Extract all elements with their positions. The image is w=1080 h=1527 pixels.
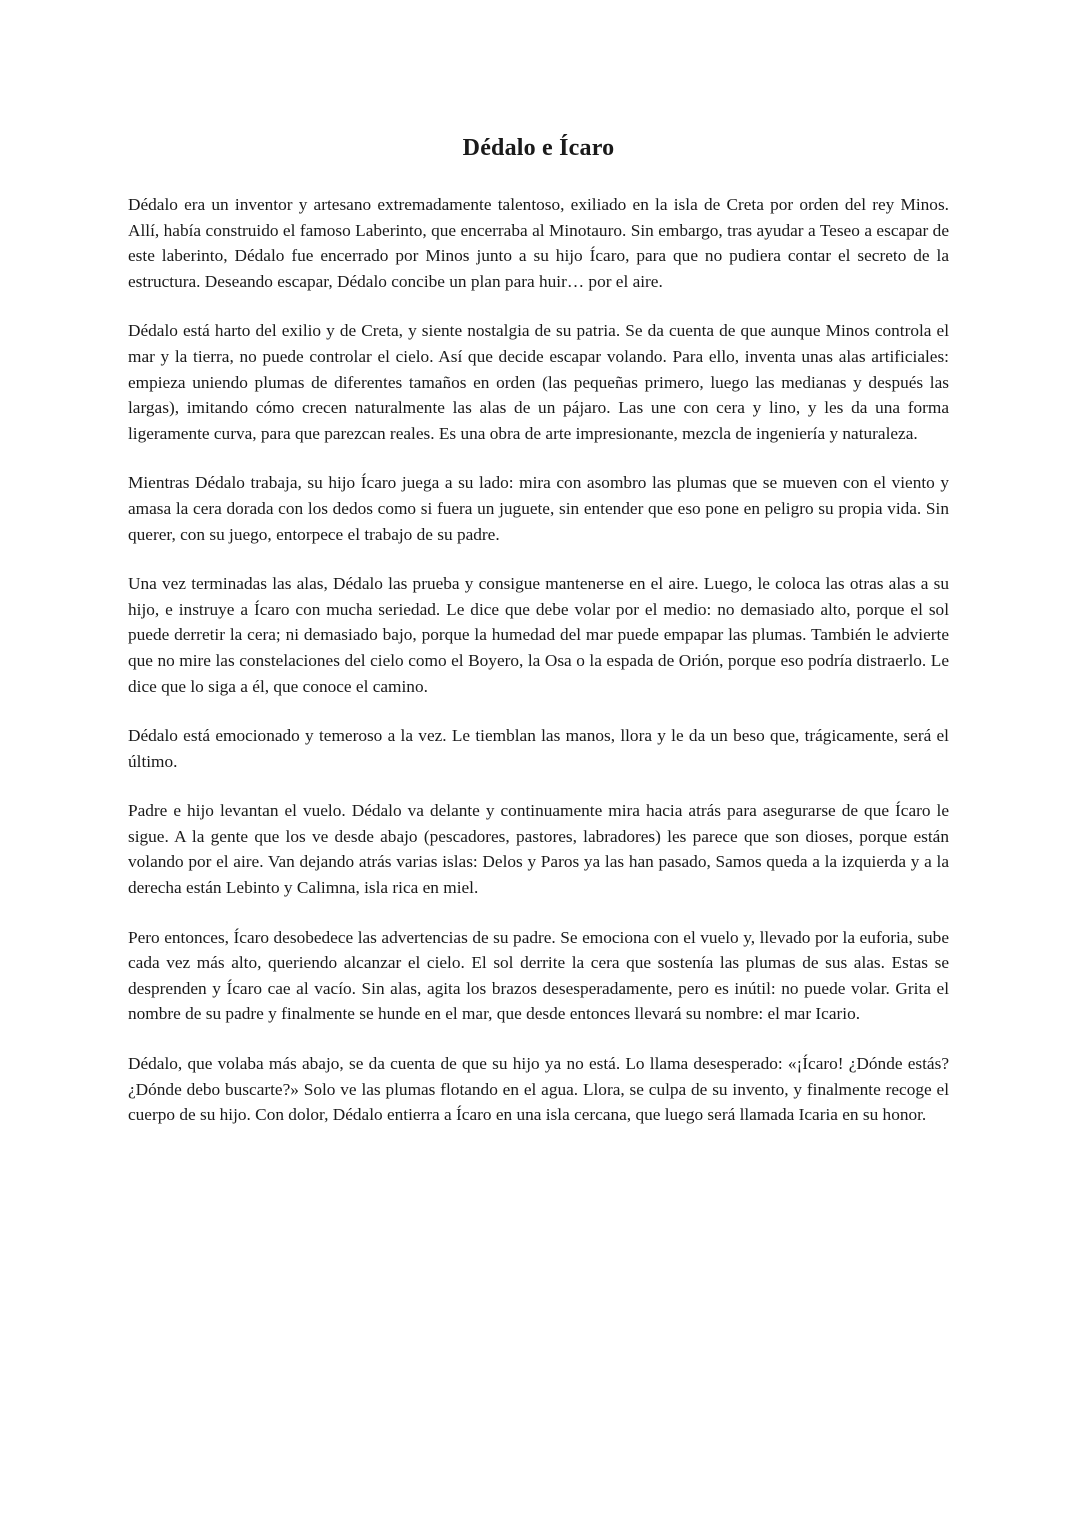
paragraph-5: Dédalo está emocionado y temeroso a la vez. Le tiemblan las manos, llora y le da un beso que, trágicamente, será el último. — [128, 726, 949, 771]
paragraph-1: Dédalo era un inventor y artesano extremadamente talentoso, exiliado en la isla de Creta por orden del rey Minos. Allí, había construido el famoso Laberinto, que encerraba al Minotauro. Sin embargo, tras ayudar a Teseo a escapar de este laberinto, Dédalo fue encerrado por Minos junto a su hijo Ícaro, para que no pudiera contar el secreto de la estructura. Deseando escapar, Dédalo concibe un plan para huir… por el aire. — [128, 195, 949, 291]
paragraph-6: Padre e hijo levantan el vuelo. Dédalo va delante y continuamente mira hacia atrás para asegurarse de que Ícaro le sigue. A la gente que los ve desde abajo (pescadores, pastores, labradores) les parece que son dioses, porque están volando por el aire. Van dejando atrás varias islas: Delos y Paros ya las han pasado, Samos queda a la izquierda y a la derecha están Lebinto y Calimna, isla rica en miel. — [128, 801, 949, 898]
paragraph-4: Una vez terminadas las alas, Dédalo las prueba y consigue mantenerse en el aire. Luego, le coloca las otras alas a su hijo, e instruye a Ícaro con mucha seriedad. Le dice que debe volar por el medio: no demasiado alto, porque el sol puede derretir la cera; ni demasiado bajo, porque la humedad del mar puede empapar las plumas. También le advierte que no mire las constelaciones del cielo como el Boyero, la Osa o la espada de Orión, porque eso podría distraerlo. Le dice que lo siga a él, que conoce el camino. — [128, 574, 949, 696]
paragraph-3: Mientras Dédalo trabaja, su hijo Ícaro juega a su lado: mira con asombro las plumas que se mueven con el viento y amasa la cera dorada con los dedos como si fuera un juguete, sin entender que eso pone en peligro su propia vida. Sin querer, con su juego, entorpece el trabajo de su padre. — [128, 473, 949, 544]
document-title: Dédalo e Ícaro — [462, 135, 615, 161]
paragraph-7: Pero entonces, Ícaro desobedece las advertencias de su padre. Se emociona con el vuelo y, llevado por la euforia, sube cada vez más alto, queriendo alcanzar el cielo. El sol derrite la cera que sostenía las plumas de sus alas. Estas se desprenden y Ícaro cae al vacío. Sin alas, agita los brazos desesperadamente, pero es inútil: no puede volar. Grita el nombre de su padre y finalmente se hunde en el mar, que desde entonces llevará su nombre: el mar Icario. — [128, 927, 949, 1024]
paragraph-2: Dédalo está harto del exilio y de Creta, y siente nostalgia de su patria. Se da cuenta de que aunque Minos controla el mar y la tierra, no puede controlar el cielo. Así que decide escapar volando. Para ello, inventa unas alas artificiales: empieza uniendo plumas de diferentes tamaños en orden (las pequeñas primero, luego las medianas y después las largas), imitando cómo crecen naturalmente las alas de un pájaro. Las une con cera y lino, y les da una forma ligeramente curva, para que parezcan reales. Es una obra de arte impresionante, mezcla de ingeniería y naturaleza. — [128, 321, 949, 443]
paragraph-8: Dédalo, que volaba más abajo, se da cuenta de que su hijo ya no está. Lo llama desesperado: «¡Ícaro! ¿Dónde estás? ¿Dónde debo buscarte?» Solo ve las plumas flotando en el agua. Llora, se culpa de su invento, y finalmente recoge el cuerpo de su hijo. Con dolor, Dédalo entierra a Ícaro en una isla cercana, que luego será llamada Icaria en su honor. — [128, 1054, 949, 1125]
